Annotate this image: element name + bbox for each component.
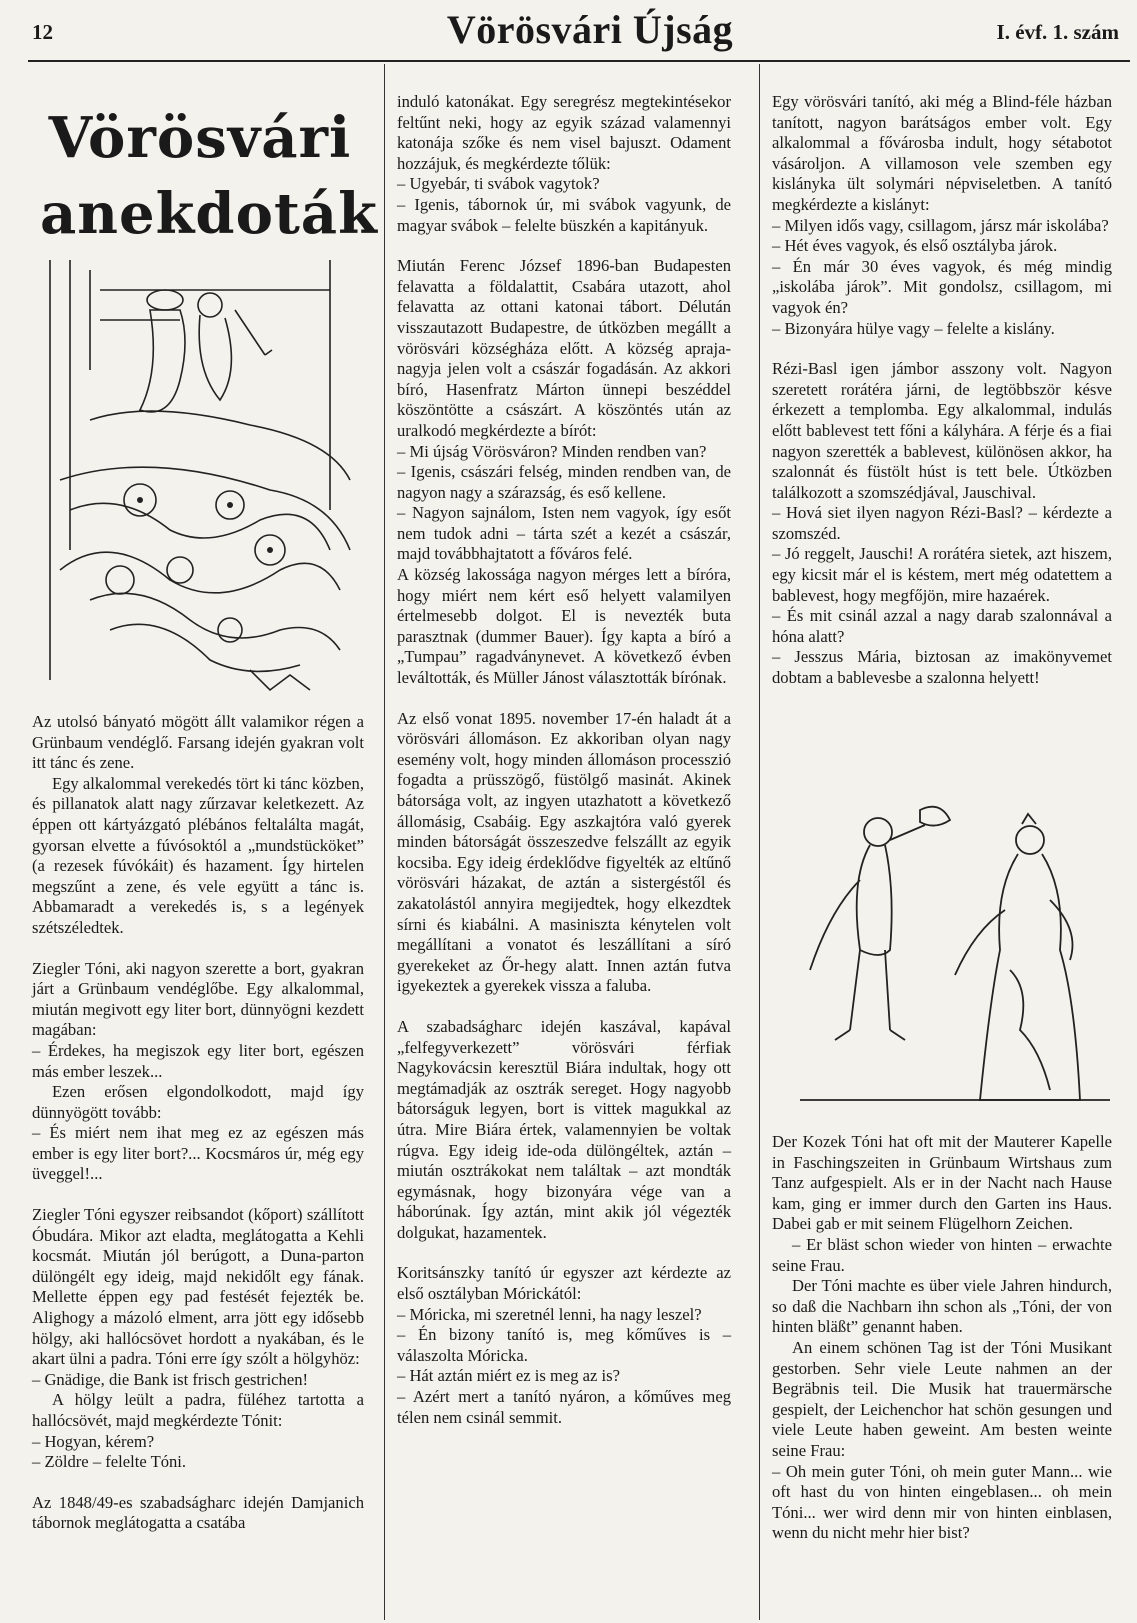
paragraph: – Milyen idős vagy, csillagom, jársz már iskolába? bbox=[772, 215, 1109, 235]
paragraph: – Ugyebár, ti svábok vagytok? bbox=[397, 174, 600, 194]
tavern-brawl-illustration bbox=[30, 250, 355, 700]
paragraph: – Azért mert a tanító nyáron, a kőműves meg télen nem csinál semmit. bbox=[397, 1387, 731, 1427]
paragraph: – Én bizony tanító is, meg kőműves is – válaszolta Móricka. bbox=[397, 1325, 731, 1365]
paragraph: – Igenis, tábornok úr, mi svábok vagyunk, de magyar svábok – felelte büszkén a kapitányuk. bbox=[397, 194, 731, 235]
masthead: Vörösvári Újság bbox=[446, 7, 734, 52]
paragraph: Koritsánszky tanító úr egyszer azt kérdezte az első osztályban Mórickától: bbox=[397, 1263, 731, 1304]
column-2 bbox=[397, 92, 731, 1428]
paragraph: Egy alkalommal verekedés tört ki tánc közben, és pillanatok alatt nagy zűrzavar keletkezett. Az éppen ott kártyázgató plébános feltalálta magát, gyorsan elvette a fúvósoktól a „mundstücköket” (a rezesek fúvókáit) és hazament. Így hirtelen megszűnt a zene, és vele együtt a tánc is. Abbamaradt a verekedés is, s a legények szétszéledtek. bbox=[32, 773, 364, 937]
paragraph: Az 1848/49-es szabadságharc idején Damjanich tábornok meglátogatta a csatába bbox=[32, 1492, 364, 1533]
page-number: 12 bbox=[32, 20, 53, 44]
paragraph: – Hát aztán miért ez is meg az is? bbox=[397, 1366, 620, 1386]
paragraph: Ziegler Tóni, aki nagyon szerette a bort, gyakran járt a Grünbaum vendéglőbe. Egy alkalommal, miután megivott egy liter bort, dünnyögni kezdett magában: bbox=[32, 958, 364, 1040]
paragraph: – Jó reggelt, Jauschi! A rorátéra sietek, azt hiszem, egy kicsit már el is késtem, mert még odatettem a bablevest, hogy megfőjön, mire hazaérek. bbox=[772, 544, 1112, 605]
paragraph: – Er bläst schon wieder von hinten – erwachte seine Frau. bbox=[772, 1234, 1112, 1275]
paragraph: – Zöldre – felelte Tóni. bbox=[32, 1452, 187, 1472]
header-rule bbox=[28, 60, 1130, 62]
paragraph: – Hová siet ilyen nagyon Rézi-Basl? – kérdezte a szomszéd. bbox=[772, 503, 1112, 543]
paragraph: Der Tóni machte es über viele Jahren hindurch, so daß die Nachbarn ihn schon als „Tóni, der von hinten bläßt” genannt haben. bbox=[772, 1276, 1112, 1337]
title-line-2: anekdoták bbox=[40, 181, 378, 247]
paragraph: induló katonákat. Egy seregrész megtekintésekor feltűnt neki, hogy az egyik század valamennyi katonája szőke és nem visel bajuszt. Odament hozzájuk, és megkérdezte tőlük: bbox=[397, 92, 731, 173]
paragraph: Az utolsó bányató mögött állt valamikor régen a Grünbaum vendéglő. Farsang idején gyakran volt itt tánc és zene. bbox=[32, 712, 364, 773]
paragraph: Rézi-Basl igen jámbor asszony volt. Nagyon szeretett rorátéra járni, de legtöbbször késve érkezett a templomba. Egy alkalommal, indulás előtt bablevest tett főni a kályhára. A férje és a fiai nagyon szerették a bablevest, különösen akkor, ha szalonnát és füstölt húst is tett bele. Útközben találkozott a szomszédjával, Jauschival. bbox=[772, 359, 1112, 502]
paragraph: – Jesszus Mária, biztosan az imakönyvemet dobtam a bablevesbe a szalonna helyett! bbox=[772, 647, 1112, 688]
paragraph: – Oh mein guter Tóni, oh mein guter Mann... wie oft hast du von hinten eingeblasen... oh mein Tóni... wer wird denn mir von hinten einblasen, wenn du nicht mehr hier bist? bbox=[772, 1461, 1112, 1543]
paragraph: – És mit csinál azzal a nagy darab szalonnával a hóna alatt? bbox=[772, 606, 1112, 646]
paragraph: – Érdekes, ha megiszok egy liter bort, egészen más ember leszek... bbox=[32, 1040, 364, 1081]
issue-label: I. évf. 1. szám bbox=[996, 20, 1119, 44]
paragraph: – Én már 30 éves vagyok, és még mindig „iskolába járok”. Mit gondolsz, csillagom, mi vagyok én? bbox=[772, 256, 1112, 317]
column-1 bbox=[32, 712, 364, 1534]
paragraph: – Móricka, mi szeretnél lenni, ha nagy leszel? bbox=[397, 1304, 702, 1324]
paragraph: – Hogyan, kérem? bbox=[32, 1431, 155, 1451]
column-3-top bbox=[772, 92, 1112, 689]
column-divider bbox=[384, 64, 385, 1620]
article-title bbox=[40, 100, 378, 252]
paragraph: – Hét éves vagyok, és első osztályba járok. bbox=[772, 236, 1058, 256]
column-divider bbox=[759, 64, 760, 1620]
paragraph: Ezen erősen elgondolkodott, majd így dünnyögött tovább: bbox=[32, 1082, 364, 1122]
paragraph: – Gnädige, die Bank ist frisch gestrichen! bbox=[32, 1369, 309, 1389]
paragraph: – Nagyon sajnálom, Isten nem vagyok, így esőt nem tudok adni – tárta szét a kezét a császár, majd továbbhajtatott a főváros felé. bbox=[397, 503, 731, 564]
paragraph: Az első vonat 1895. november 17-én haladt át a vörösvári állomáson. Ez akkoriban olyan nagy esemény volt, hogy minden állomáson processzió fogadta a prüsszögő, füstölgő masinát. Akinek bátorsága volt, az ingyen utazhatott a következő állomásig, Csabáig. Egy aszkajtóra való gyerek minden bátorságát összeszedve felszállt az egyik kocsiba. Egy ideig érdeklődve figyelték az eltűnő vörösvári házakat, de aztán a sistergéstől és zakatolástól annyira megijedtek, hogy elkezdtek sírni és kiabálni. A masiniszta kénytelen volt megállítani a vonatot és leszállítani a síró gyerekeket az Őr-hegy alatt. Innen aztán futva igyekeztek a gyerekek vissza a faluba. bbox=[397, 708, 731, 996]
title-line-1: Vörösvári bbox=[48, 105, 352, 171]
paragraph: A község lakossága nagyon mérges lett a bíróra, hogy miért nem kért eső helyett valamilyen értelmesebb dolgot. El is nevezték buta parasztnak (dummer Bauer). Így kapta a bíró a „Tumpau” ragadványnevet. A következő évben leváltották, és Müller Jánost választották bírónak. bbox=[397, 565, 731, 688]
column-3-bottom bbox=[772, 1132, 1112, 1544]
page-header bbox=[0, 0, 1137, 64]
paragraph: – Igenis, császári felség, minden rendben van, de nagyon nagy a szárazság, és eső kellene. bbox=[397, 462, 731, 502]
paragraph: – És miért nem ihat meg ez az egészen más ember is egy liter bort?... Kocsmáros úr, még egy üveggel!... bbox=[32, 1123, 364, 1184]
paragraph: Der Kozek Tóni hat oft mit der Mauterer Kapelle in Faschingszeiten in Grünbaum Wirtshaus zum Tanz aufgespielt. Als er in der Nacht nach Hause kam, ging er immer durch den Garten ins Haus. Dabei gab er mit seinem Flügelhorn Zeichen. bbox=[772, 1132, 1112, 1234]
paragraph: An einem schönen Tag ist der Tóni Musikant gestorben. Sehr viele Leute nahmen an der Begräbnis teil. Die Musik hat trauermärsche gespielt, der Leichenchor hat schön gesungen und viele Leute haben geweint. Am besten weinte seine Frau: bbox=[772, 1337, 1112, 1460]
paragraph: A hölgy leült a padra, füléhez tartotta a hallócsövét, majd megkérdezte Tónit: bbox=[32, 1390, 364, 1430]
paragraph: Egy vörösvári tanító, aki még a Blind-féle házban tanított, nagyon barátságos ember volt. Egy alkalommal a fővárosba indult, hogy sétabotot vásároljon. A villamoson vele szemben egy kislányka ült solymári népviseletben. A tanító megkérdezte a kislányt: bbox=[772, 92, 1112, 214]
paragraph: – Mi újság Vörösváron? Minden rendben van? bbox=[397, 441, 707, 461]
paragraph: A szabadságharc idején kaszával, kapával „felfegyverkezett” vörösvári férfiak Nagykovácsin keresztül Biára indultak, hogy ott megtámadják az osztrák sereget. Hogy nagyobb bátorságuk legyen, bort is vittek magukkal az útra. Mire Biára értek, valamennyien be voltak rúgva. Egy ideig ide-oda dülöngéltek, aztán – miután osztrákokat nem találtak – azt mondták egymásnak, hogy bizonyára vége van a háborúnak. Így aztán, mint akik jól végezték dolgukat, hazamentek. bbox=[397, 1016, 731, 1242]
paragraph: Miután Ferenc József 1896-ban Budapesten felavatta a földalattit, Csabára utazott, ahol felavatta az ottani katonai tábort. Délután visszautazott Budapestre, de útközben megállt a vörösvári községháza előtt. A község apraja-nagyja jelen volt a császár fogadásán. Az akkori bíró, Hasenfratz Márton ünnepi beszéddel köszöntötte a császárt. A köszöntés után az uralkodó megkérdezte a bírót: bbox=[397, 256, 731, 440]
paragraph: – Bizonyára hülye vagy – felelte a kislány. bbox=[772, 318, 1055, 338]
paragraph: Ziegler Tóni egyszer reibsandot (kőport) szállított Óbudára. Mikor azt eladta, meglátogatta a Kehli kocsmát. Miután jól berúgott, a Duna-parton dülöngélt egy ideig, majd nekidőlt egy fának. Mellette éppen egy pad festését fejezték be. Alighogy a mázoló elment, arra jött egy idősebb hölgy, aki hallócsövet hordott a nyakában, és le akart ülni a padra. Tóni erre így szólt a hölgyhöz: bbox=[32, 1205, 364, 1369]
couple-illustration bbox=[790, 800, 1120, 1120]
